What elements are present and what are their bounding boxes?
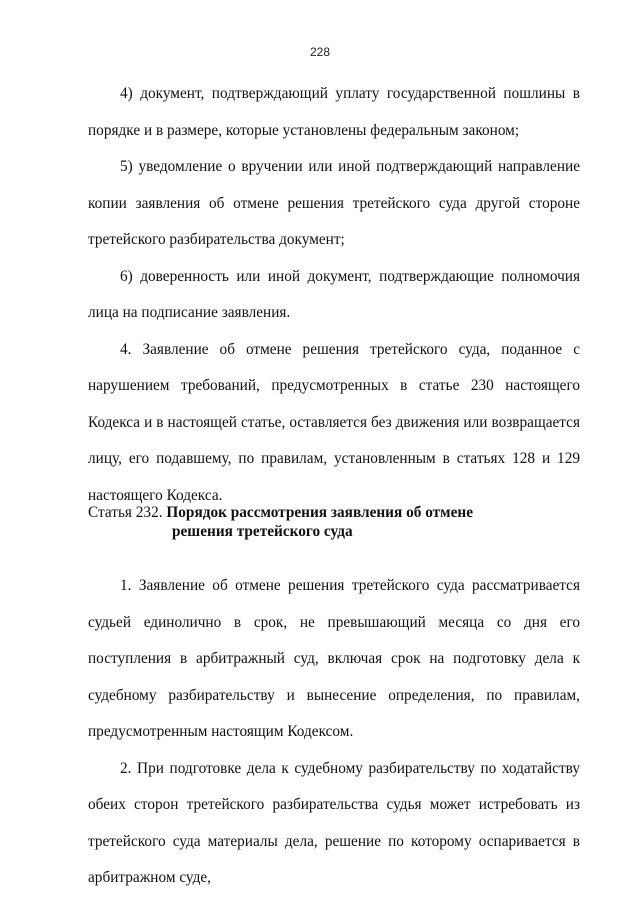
article-title-line1: Порядок рассмотрения заявления об отмене — [166, 504, 473, 521]
page-number: 228 — [309, 45, 331, 59]
article-heading — [88, 503, 588, 541]
article-title-line2: решения третейского суда — [172, 523, 353, 540]
bottom-text-block — [88, 568, 580, 897]
paragraph-item-4: 4) документ, подтверждающий уплату государственной пошлины в порядке и в размере, которые установлены федеральным законом; — [88, 85, 580, 139]
paragraph-item-5: 5) уведомление о вручении или иной подтверждающий направление копии заявления об отмене решения третейского суда другой стороне третейского разбирательства документ; — [88, 158, 580, 248]
article-number: Статья 232. — [88, 504, 163, 521]
paragraph-part-2: 2. При подготовке дела к судебному разбирательству по ходатайству обеих сторон третейского разбирательства судья может истребовать из третейского суда материалы дела, решение по которому оспаривается в арбитражном суде, — [88, 759, 580, 886]
paragraph-item-6: 6) доверенность или иной документ, подтверждающие полномочия лица на подписание заявления. — [88, 267, 580, 321]
paragraph-part-4: 4. Заявление об отмене решения третейского суда, поданное с нарушением требований, предусмотренных в статье 230 настоящего Кодекса и в настоящей статье, оставляется без движения или возвращается лицу, его подавшему, по правилам, установленным в статьях 128 и 129 настоящего Кодекса. — [88, 340, 580, 504]
top-text-block — [88, 76, 580, 514]
paragraph-part-1: 1. Заявление об отмене решения третейского суда рассматривается судьей единолично в срок, не превышающий месяца со дня его поступления в арбитражный суд, включая срок на подготовку дела к судебному разбирательству и вынесение определения, по правилам, предусмотренным настоящим Кодексом. — [88, 577, 580, 740]
